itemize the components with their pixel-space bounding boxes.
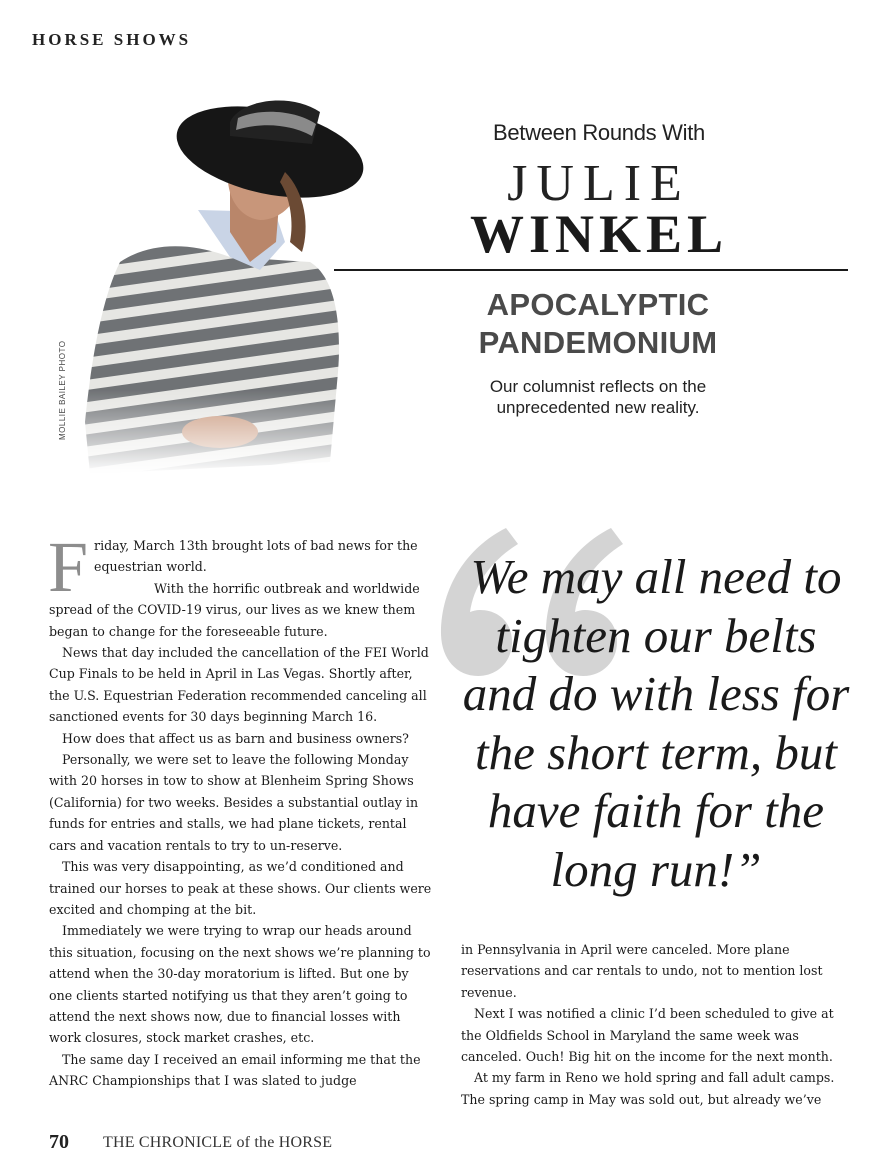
title-rule: [334, 269, 848, 271]
column-kicker: Between Rounds With: [493, 120, 705, 145]
body-column-right: [461, 939, 856, 1110]
body-paragraph: At my farm in Reno we hold spring and fall adult camps. The spring camp in May was sold out, but already we’ve: [461, 1070, 835, 1107]
body-paragraph: This was very disappointing, as we’d conditioned and trained our horses to peak at these shows. Our clients were excited and chomping at the bit.: [49, 859, 432, 917]
body-column-left: [48, 527, 435, 1092]
body-paragraph: Friday, March 13th brought lots of bad news for the equestrian world.: [48, 527, 418, 607]
body-paragraph: Personally, we were set to leave the following Monday with 20 horses in tow to show at Blenheim Spring Shows (California) for two weeks. Besides a substantial outlay in funds for entries and stalls, we had plane tickets, rental cars and vacation rentals to try to un-reserve.: [49, 752, 419, 853]
section-label: HORSE SHOWS: [32, 30, 192, 49]
columnist-first-name: JULIE: [507, 155, 691, 212]
photo-credit: MOLLIE BAILEY PHOTO: [58, 340, 67, 440]
body-paragraph: Immediately we were trying to wrap our heads around this situation, focusing on the next shows we’re planning to attend when the 30-day moratorium is lifted. But one by one clients started notifying us that they aren’t going to attend the next shows now, due to financial losses with work closures, stock market crashes, etc.: [49, 923, 431, 1046]
body-paragraph: News that day included the cancellation of the FEI World Cup Finals to be held in April in Las Vegas. Shortly after, the U.S. Equestrian Federation recommended canceling all sanctioned events for 30 days beginning March 16.: [49, 645, 429, 725]
article-dek: Our columnist reflects on the unprecedented new reality.: [489, 377, 707, 417]
body-paragraph: Next I was notified a clinic I’d been scheduled to give at the Oldfields School in Maryland the same week was canceled. Ouch! Big hit on the income for the next month.: [461, 1006, 834, 1065]
body-paragraph: How does that affect us as barn and business owners?: [62, 730, 409, 746]
columnist-photo: [80, 92, 380, 474]
body-paragraph: The same day I received an email informing me that the ANRC Championships that I was slated to judge: [49, 1051, 421, 1089]
article-headline: APOCALYPTIC PANDEMONIUM: [478, 287, 718, 360]
body-paragraph: in Pennsylvania in April were canceled. More plane reservations and car rentals to undo, not to mention lost revenue.: [461, 942, 823, 1000]
body-paragraph: With the horrific outbreak and worldwide spread of the COVID-19 virus, our lives as we knew them began to change for the foreseeable future.: [49, 580, 420, 639]
page-number: 70: [49, 1131, 69, 1153]
pull-quote: We may all need to tighten our belts and do with less for the short term, but have faith for the long run!”: [462, 549, 850, 897]
columnist-last-name: WINKEL: [469, 204, 729, 264]
drop-cap: F: [48, 527, 89, 607]
magazine-name: THE CHRONICLE of the HORSE: [103, 1134, 333, 1151]
